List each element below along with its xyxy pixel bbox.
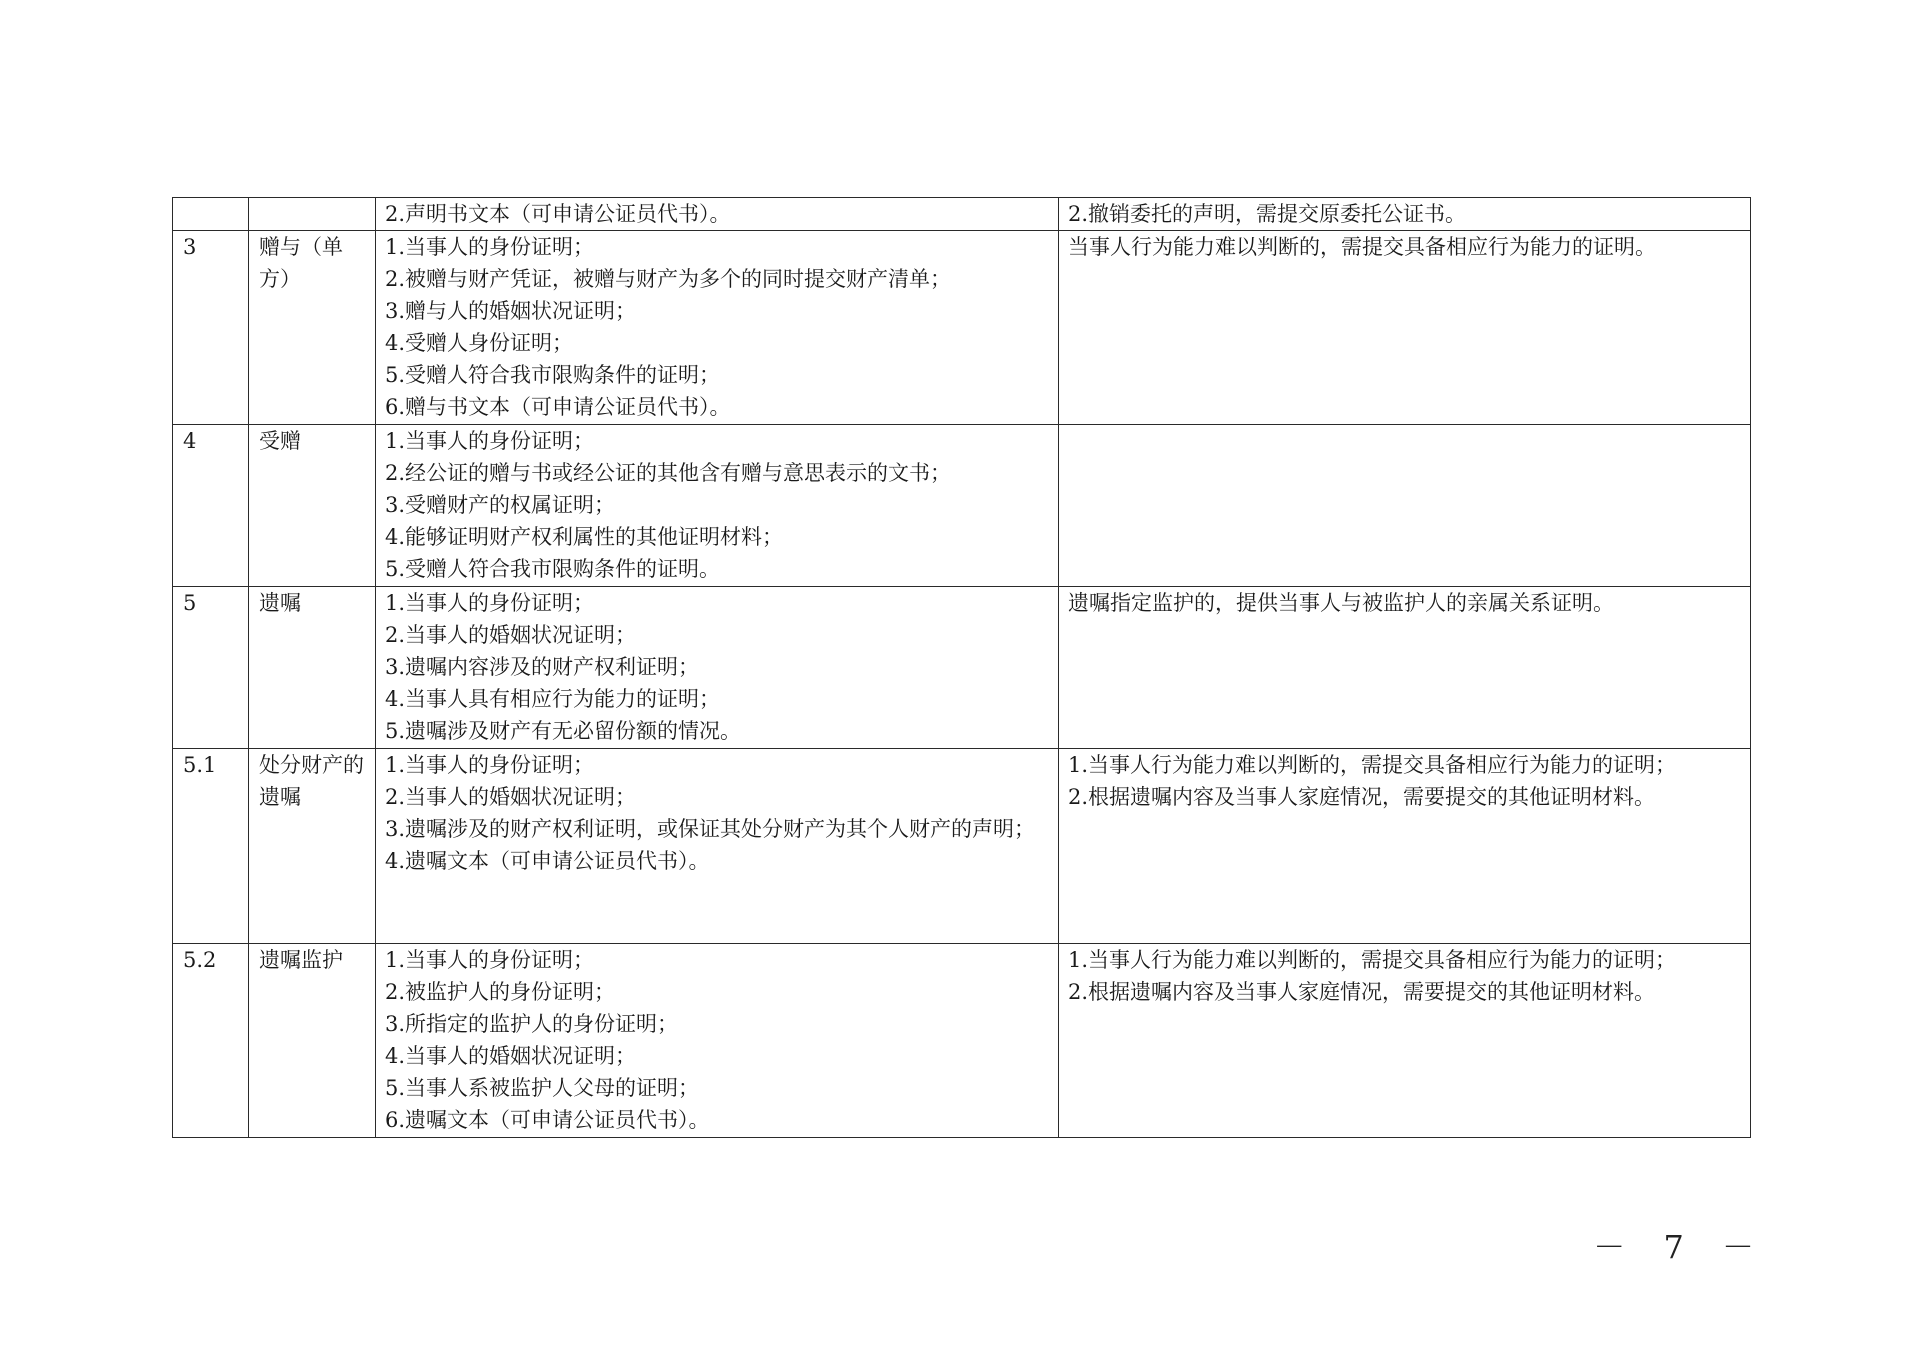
row-item: 遗嘱: [249, 587, 376, 749]
row-materials: [376, 749, 1059, 944]
material-line: 1.当事人的身份证明；: [385, 753, 595, 777]
material-line: 1.当事人的身份证明；: [385, 591, 595, 615]
row-materials: [376, 944, 1059, 1138]
material-line: 2.当事人的婚姻状况证明；: [385, 623, 637, 647]
material-line: 2.经公证的赠与书或经公证的其他含有赠与意思表示的文书；: [385, 461, 952, 485]
note-line: 1.当事人行为能力难以判断的，需提交具备相应行为能力的证明；: [1068, 753, 1677, 777]
row-materials: [376, 231, 1059, 425]
note-line: 2.根据遗嘱内容及当事人家庭情况，需要提交的其他证明材料。: [1068, 980, 1656, 1004]
material-line: 4.当事人的婚姻状况证明；: [385, 1044, 637, 1068]
row-notes: [1059, 231, 1751, 425]
table-row: [173, 944, 1751, 1138]
row-number: 5.1: [173, 749, 249, 944]
note-line: 1.当事人行为能力难以判断的，需提交具备相应行为能力的证明；: [1068, 948, 1677, 972]
row-item: 遗嘱监护: [249, 944, 376, 1138]
table-row: [173, 425, 1751, 587]
material-line: 2.当事人的婚姻状况证明；: [385, 785, 637, 809]
material-line: 2.声明书文本（可申请公证员代书）。: [385, 202, 731, 226]
material-line: 5.受赠人符合我市限购条件的证明；: [385, 363, 721, 387]
row-materials: [376, 425, 1059, 587]
row-number: 5.2: [173, 944, 249, 1138]
material-line: 3.遗嘱内容涉及的财产权利证明；: [385, 655, 700, 679]
material-line: 1.当事人的身份证明；: [385, 948, 595, 972]
material-line: 4.遗嘱文本（可申请公证员代书）。: [385, 849, 710, 873]
material-line: 5.受赠人符合我市限购条件的证明。: [385, 557, 721, 581]
row-notes: [1059, 749, 1751, 944]
material-line: 5.遗嘱涉及财产有无必留份额的情况。: [385, 719, 742, 743]
material-line: 3.遗嘱涉及的财产权利证明，或保证其处分财产为其个人财产的声明；: [385, 817, 1036, 841]
requirements-table: [172, 197, 1751, 1138]
material-line: 3.受赠财产的权属证明；: [385, 493, 616, 517]
row-notes: [1059, 587, 1751, 749]
material-line: 5.当事人系被监护人父母的证明；: [385, 1076, 700, 1100]
row-item: 处分财产的遗嘱: [249, 749, 376, 944]
material-line: 2.被监护人的身份证明；: [385, 980, 616, 1004]
row-number: [173, 198, 249, 231]
row-number: 5: [173, 587, 249, 749]
material-line: 1.当事人的身份证明；: [385, 429, 595, 453]
material-line: 6.赠与书文本（可申请公证员代书）。: [385, 395, 731, 419]
note-line: 2.根据遗嘱内容及当事人家庭情况，需要提交的其他证明材料。: [1068, 785, 1656, 809]
table-row: [173, 231, 1751, 425]
row-number: 4: [173, 425, 249, 587]
row-notes: [1059, 944, 1751, 1138]
material-line: 4.受赠人身份证明；: [385, 331, 574, 355]
row-item: [249, 198, 376, 231]
row-item: 赠与（单方）: [249, 231, 376, 425]
row-materials: [376, 198, 1059, 231]
row-notes: [1059, 198, 1751, 231]
page-number: － 7 －: [1593, 1228, 1768, 1266]
row-number: 3: [173, 231, 249, 425]
material-line: 4.能够证明财产权利属性的其他证明材料；: [385, 525, 784, 549]
material-line: 3.所指定的监护人的身份证明；: [385, 1012, 679, 1036]
row-notes: [1059, 425, 1751, 587]
row-materials: [376, 587, 1059, 749]
table-row: [173, 587, 1751, 749]
material-line: 4.当事人具有相应行为能力的证明；: [385, 687, 721, 711]
material-line: 6.遗嘱文本（可申请公证员代书）。: [385, 1108, 710, 1132]
note-line: 当事人行为能力难以判断的，需提交具备相应行为能力的证明。: [1068, 235, 1656, 259]
table-row: [173, 749, 1751, 944]
note-line: 2.撤销委托的声明，需提交原委托公证书。: [1068, 202, 1467, 226]
material-line: 3.赠与人的婚姻状况证明；: [385, 299, 637, 323]
note-line: 遗嘱指定监护的，提供当事人与被监护人的亲属关系证明。: [1068, 591, 1614, 615]
table-row: [173, 198, 1751, 231]
material-line: 1.当事人的身份证明；: [385, 235, 595, 259]
material-line: 2.被赠与财产凭证，被赠与财产为多个的同时提交财产清单；: [385, 267, 952, 291]
row-item: 受赠: [249, 425, 376, 587]
